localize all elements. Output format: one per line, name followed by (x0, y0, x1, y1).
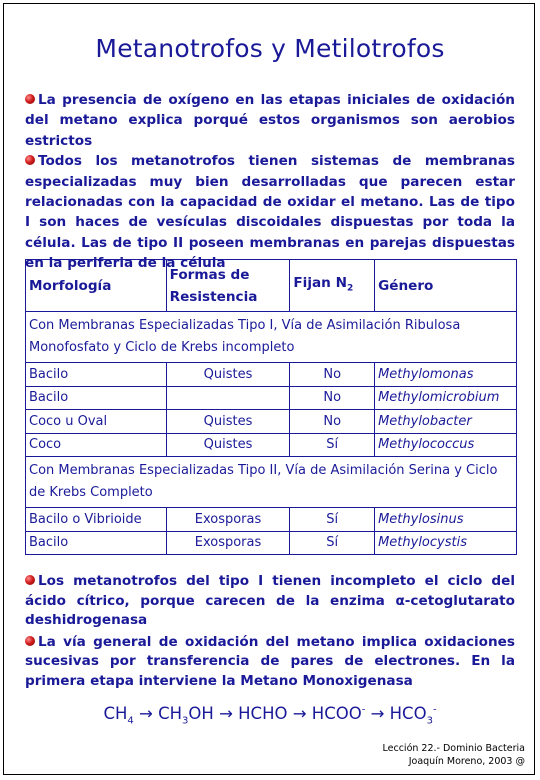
cell-formas: Quistes (166, 433, 290, 457)
bottom-text-1: Los metanotrofos del tipo I tienen incompleto el ciclo del ácido cítrico, porque carecen de la enzima α-cetoglutarato deshidrogenasa (25, 573, 515, 629)
intro-text-1: La presencia de oxígeno en las etapas iniciales de oxidación del metano explica porqué estos organismos son aerobios estrictos (25, 92, 515, 149)
cell-formas (166, 386, 290, 410)
cell-morfologia: Bacilo (26, 363, 167, 387)
eq-hcoo-sup: - (361, 704, 366, 716)
cell-genero: Methylobacter (375, 410, 517, 434)
table-row (26, 363, 517, 387)
bottom-text-2: La vía general de oxidación del metano implica oxidaciones sucesivas por transferencia de pares de electrones. En la primera etapa interviene la Metano Monoxigenasa (25, 633, 515, 689)
cell-fijan: Sí (290, 531, 375, 555)
section-type-1-text: Con Membranas Especializadas Tipo I, Vía de Asimilación Ribulosa Monofosfato y Ciclo de Krebs incompleto (26, 312, 517, 363)
cell-morfologia: Coco u Oval (26, 410, 167, 434)
table-row (26, 508, 517, 532)
bottom-paragraphs (25, 572, 515, 694)
cell-fijan: Sí (290, 508, 375, 532)
arrow-right-icon: → (292, 704, 307, 723)
header-genero: Género (375, 260, 517, 312)
header-fijan-sub: 2 (346, 283, 354, 294)
section-type-2-text: Con Membranas Especializadas Tipo II, Vía de Asimilación Serina y Ciclo de Krebs Completo (26, 457, 517, 508)
arrow-right-icon: → (139, 704, 153, 723)
eq-ch3oh-b: OH (188, 704, 214, 723)
cell-genero: Methylomicrobium (375, 386, 517, 410)
cell-formas: Exosporas (166, 508, 290, 532)
eq-ch4: CH (103, 704, 128, 723)
cell-morfologia: Bacilo o Vibrioide (26, 508, 167, 532)
page-title: Metanotrofos y Metilotrofos (95, 34, 445, 63)
header-formas-line1: Formas de (169, 266, 250, 283)
cell-formas: Quistes (166, 410, 290, 434)
cell-genero: Methylomonas (375, 363, 517, 387)
table-header-row (26, 260, 517, 312)
eq-ch3oh-sub: 3 (182, 715, 189, 727)
section-row-type-1 (26, 312, 517, 363)
header-fijan-n2 (290, 260, 375, 312)
arrow-right-icon: → (370, 704, 385, 723)
bottom-paragraph-1 (25, 572, 515, 631)
cell-fijan: Sí (290, 433, 375, 457)
red-sphere-bullet-icon (25, 94, 35, 104)
red-sphere-bullet-icon (25, 155, 35, 165)
cell-fijan: No (290, 363, 375, 387)
cell-genero: Methylocystis (375, 531, 517, 555)
eq-hco3: HCO (389, 704, 427, 723)
footer-author: Joaquín Moreno, 2003 @ (408, 756, 525, 767)
eq-ch3oh-a: CH (158, 704, 183, 723)
eq-hcoo: HCOO (311, 704, 362, 723)
table-row (26, 410, 517, 434)
cell-morfologia: Coco (26, 433, 167, 457)
cell-morfologia: Bacilo (26, 531, 167, 555)
header-formas-line2: Resistencia (169, 288, 258, 305)
intro-paragraph-2 (25, 151, 515, 273)
eq-hco3-sub: 3 (426, 715, 433, 727)
header-morfologia: Morfología (26, 260, 167, 312)
header-formas-resistencia (166, 260, 290, 312)
eq-hco3-sup: - (432, 704, 437, 716)
eq-ch4-sub: 4 (127, 715, 134, 727)
table-row (26, 531, 517, 555)
footer (383, 742, 525, 768)
methane-oxidation-equation (0, 704, 540, 726)
bottom-paragraph-2 (25, 633, 515, 692)
footer-lesson: Lección 22.- Dominio Bacteria (382, 743, 525, 754)
cell-genero: Methylosinus (375, 508, 517, 532)
intro-paragraphs (25, 90, 515, 274)
eq-hcho: HCHO (238, 704, 288, 723)
red-sphere-bullet-icon (25, 575, 35, 585)
section-row-type-2 (26, 457, 517, 508)
cell-fijan: No (290, 410, 375, 434)
intro-paragraph-1 (25, 90, 515, 151)
intro-text-2: Todos los metanotrofos tienen sistemas de membranas especializadas muy bien desarrolladas que parecen estar relacionadas con la capacidad de oxidar el metano. Las de tipo I son haces de vesículas discoidales dispuestas por toda la célula. Las de tipo II poseen membranas en parejas dispuestas en la periferia de la célula (25, 153, 515, 272)
table-row (26, 386, 517, 410)
table-row (26, 433, 517, 457)
cell-genero: Methylococcus (375, 433, 517, 457)
methanotroph-table (25, 259, 517, 555)
red-sphere-bullet-icon (25, 636, 35, 646)
cell-fijan: No (290, 386, 375, 410)
arrow-right-icon: → (219, 704, 233, 723)
header-fijan-text: Fijan N (293, 274, 347, 291)
cell-formas: Exosporas (166, 531, 290, 555)
cell-morfologia: Bacilo (26, 386, 167, 410)
cell-formas: Quistes (166, 363, 290, 387)
